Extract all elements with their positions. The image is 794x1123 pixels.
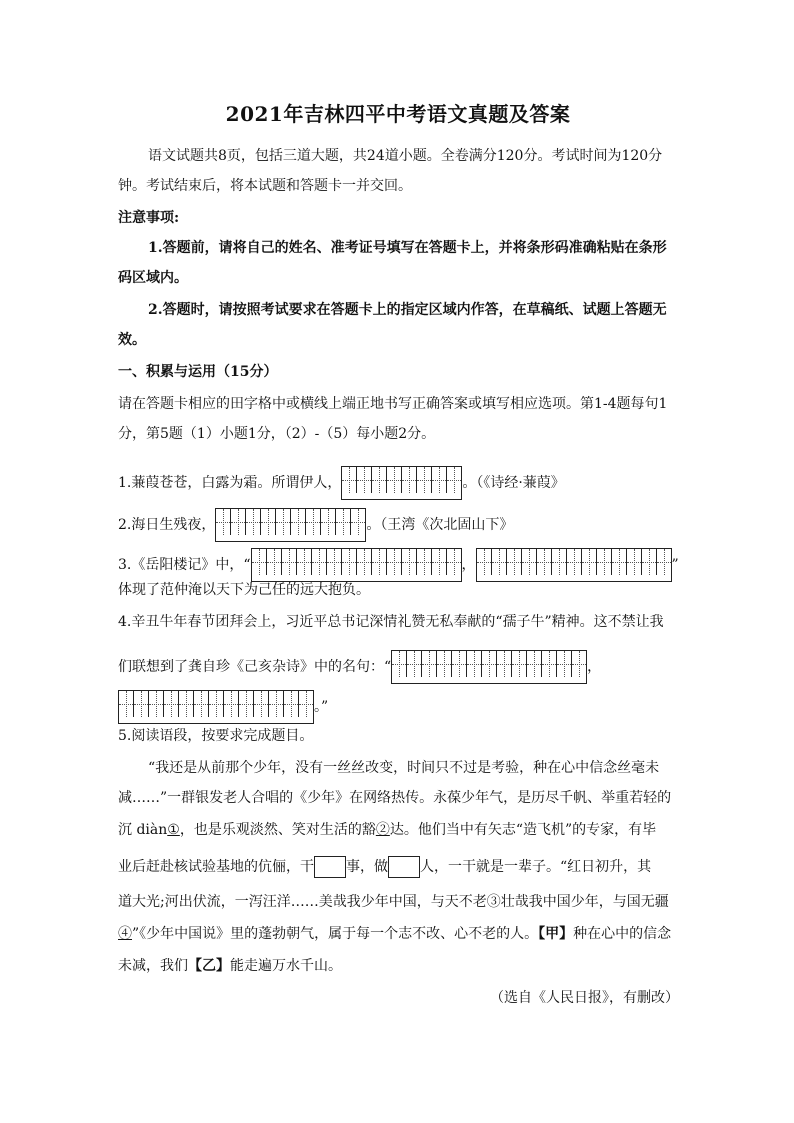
- section-1-instructions-cont: 分，第5题（1）小题1分，（2）-（5）每小题2分。: [118, 426, 436, 442]
- passage-text: 人，一干就是一辈子。“红日初升，其: [420, 859, 652, 875]
- answer-grid[interactable]: [341, 466, 462, 500]
- question-1-text: 1.蒹葭苍苍，白露为霜。所谓伊人，: [118, 475, 342, 491]
- question-2-text: 2.海日生残夜，: [118, 517, 216, 533]
- answer-grid[interactable]: [251, 548, 462, 582]
- passage-text: 种在心中的信念: [573, 926, 672, 942]
- answer-grid[interactable]: [391, 650, 587, 684]
- question-3-cont: 体现了范仲淹以天下为己任的远大抱负。: [118, 582, 370, 598]
- passage-text: 事，做: [346, 859, 388, 875]
- question-3-text: 3.《岳阳楼记》中，“: [118, 557, 251, 573]
- question-4: 4.辛丑牛年春节团拜会上，习近平总书记深情礼赞无私奉献的“孺子牛”精神。这不禁让我: [118, 614, 664, 630]
- passage-text: 业后赶赴核试验基地的伉俪，干: [118, 859, 314, 875]
- question-5-heading: 5.阅读语段，按要求完成题目。: [118, 728, 314, 744]
- passage-line-2: 减……”一群银发老人合唱的《少年》在网络热传。永葆少年气，是历尽千帆、举重若轻的: [118, 790, 672, 806]
- question-1: [118, 466, 565, 500]
- notes-heading: 注意事项:: [118, 210, 180, 226]
- fill-blank-box[interactable]: [314, 856, 346, 878]
- section-1-heading: 一、积累与运用（15分）: [118, 364, 278, 380]
- passage-text: 未减，我们: [118, 958, 188, 974]
- passage-line-3: [118, 820, 656, 840]
- fill-blank-box[interactable]: [388, 856, 420, 878]
- answer-grid[interactable]: [215, 508, 366, 542]
- intro-line-1: 语文试题共8页，包括三道大题，共24道小题。全卷满分120分。考试时间为120分: [148, 148, 663, 164]
- section-1-instructions: 请在答题卡相应的田字格中或横线上端正地书写正确答案或填写相应选项。第1-4题每句1: [118, 396, 668, 412]
- answer-grid[interactable]: [118, 690, 314, 724]
- blank-jia-label: 【甲】: [538, 926, 574, 942]
- question-4-text: 们联想到了龚自珍《己亥杂诗》中的名句：“: [118, 659, 392, 675]
- intro-line-2: 钟。考试结束后，将本试题和答题卡一并交回。: [118, 178, 412, 194]
- notes-item-1-cont: 码区域内。: [118, 270, 188, 286]
- question-3: [118, 548, 679, 582]
- passage-text: 能走遍万水千山。: [230, 958, 342, 974]
- question-3-close-quote: ”: [671, 557, 679, 573]
- marker-2: ②: [375, 822, 390, 838]
- page-title: 2021年吉林四平中考语文真题及答案: [225, 102, 571, 126]
- question-2: [118, 508, 513, 542]
- marker-4: ④: [118, 926, 132, 942]
- question-1-source: 。（《诗经·蒹葭》: [462, 475, 565, 491]
- passage-line-5: 道大光;河出伏流，一泻汪洋……美哉我少年中国，与天不老③壮哉我中国少年，与国无疆: [118, 894, 669, 910]
- question-2-source: 。（王湾《次北固山下》: [366, 517, 514, 533]
- marker-1: ①: [167, 822, 180, 838]
- notes-item-2-cont: 效。: [118, 332, 146, 348]
- blank-yi-label: 【乙】: [188, 958, 230, 974]
- notes-item-2: 2.答题时，请按照考试要求在答题卡上的指定区域内作答，在草稿纸、试题上答题无: [148, 302, 667, 318]
- passage-text: 达。他们当中有矢志“造飞机”的专家，有毕: [389, 822, 657, 838]
- passage-line-1: “我还是从前那个少年，没有一丝丝改变，时间只不过是考验，种在心中信念丝毫未: [148, 760, 660, 776]
- passage-line-6: [118, 924, 671, 944]
- question-4-line-3: [118, 690, 328, 724]
- question-4-comma: ，: [587, 659, 602, 675]
- passage-text: ”《少年中国说》里的蓬勃朝气，属于每一个志不改、心不老的人。: [132, 926, 539, 942]
- passage-source: （选自《人民日报》，有删改）: [490, 990, 679, 1006]
- question-4-line-2: [118, 650, 601, 684]
- question-4-end: 。”: [314, 699, 329, 715]
- notes-item-1: 1.答题前，请将自己的姓名、准考证号填写在答题卡上，并将条形码准确粘贴在条形: [148, 240, 667, 256]
- question-3-comma: ，: [461, 557, 476, 573]
- pinyin-text: 沉 diàn: [118, 822, 168, 838]
- passage-text: ，也是乐观淡然、笑对生活的豁: [179, 822, 376, 838]
- passage-line-4: [118, 856, 651, 878]
- passage-line-7: [118, 956, 342, 976]
- answer-grid[interactable]: [476, 548, 672, 582]
